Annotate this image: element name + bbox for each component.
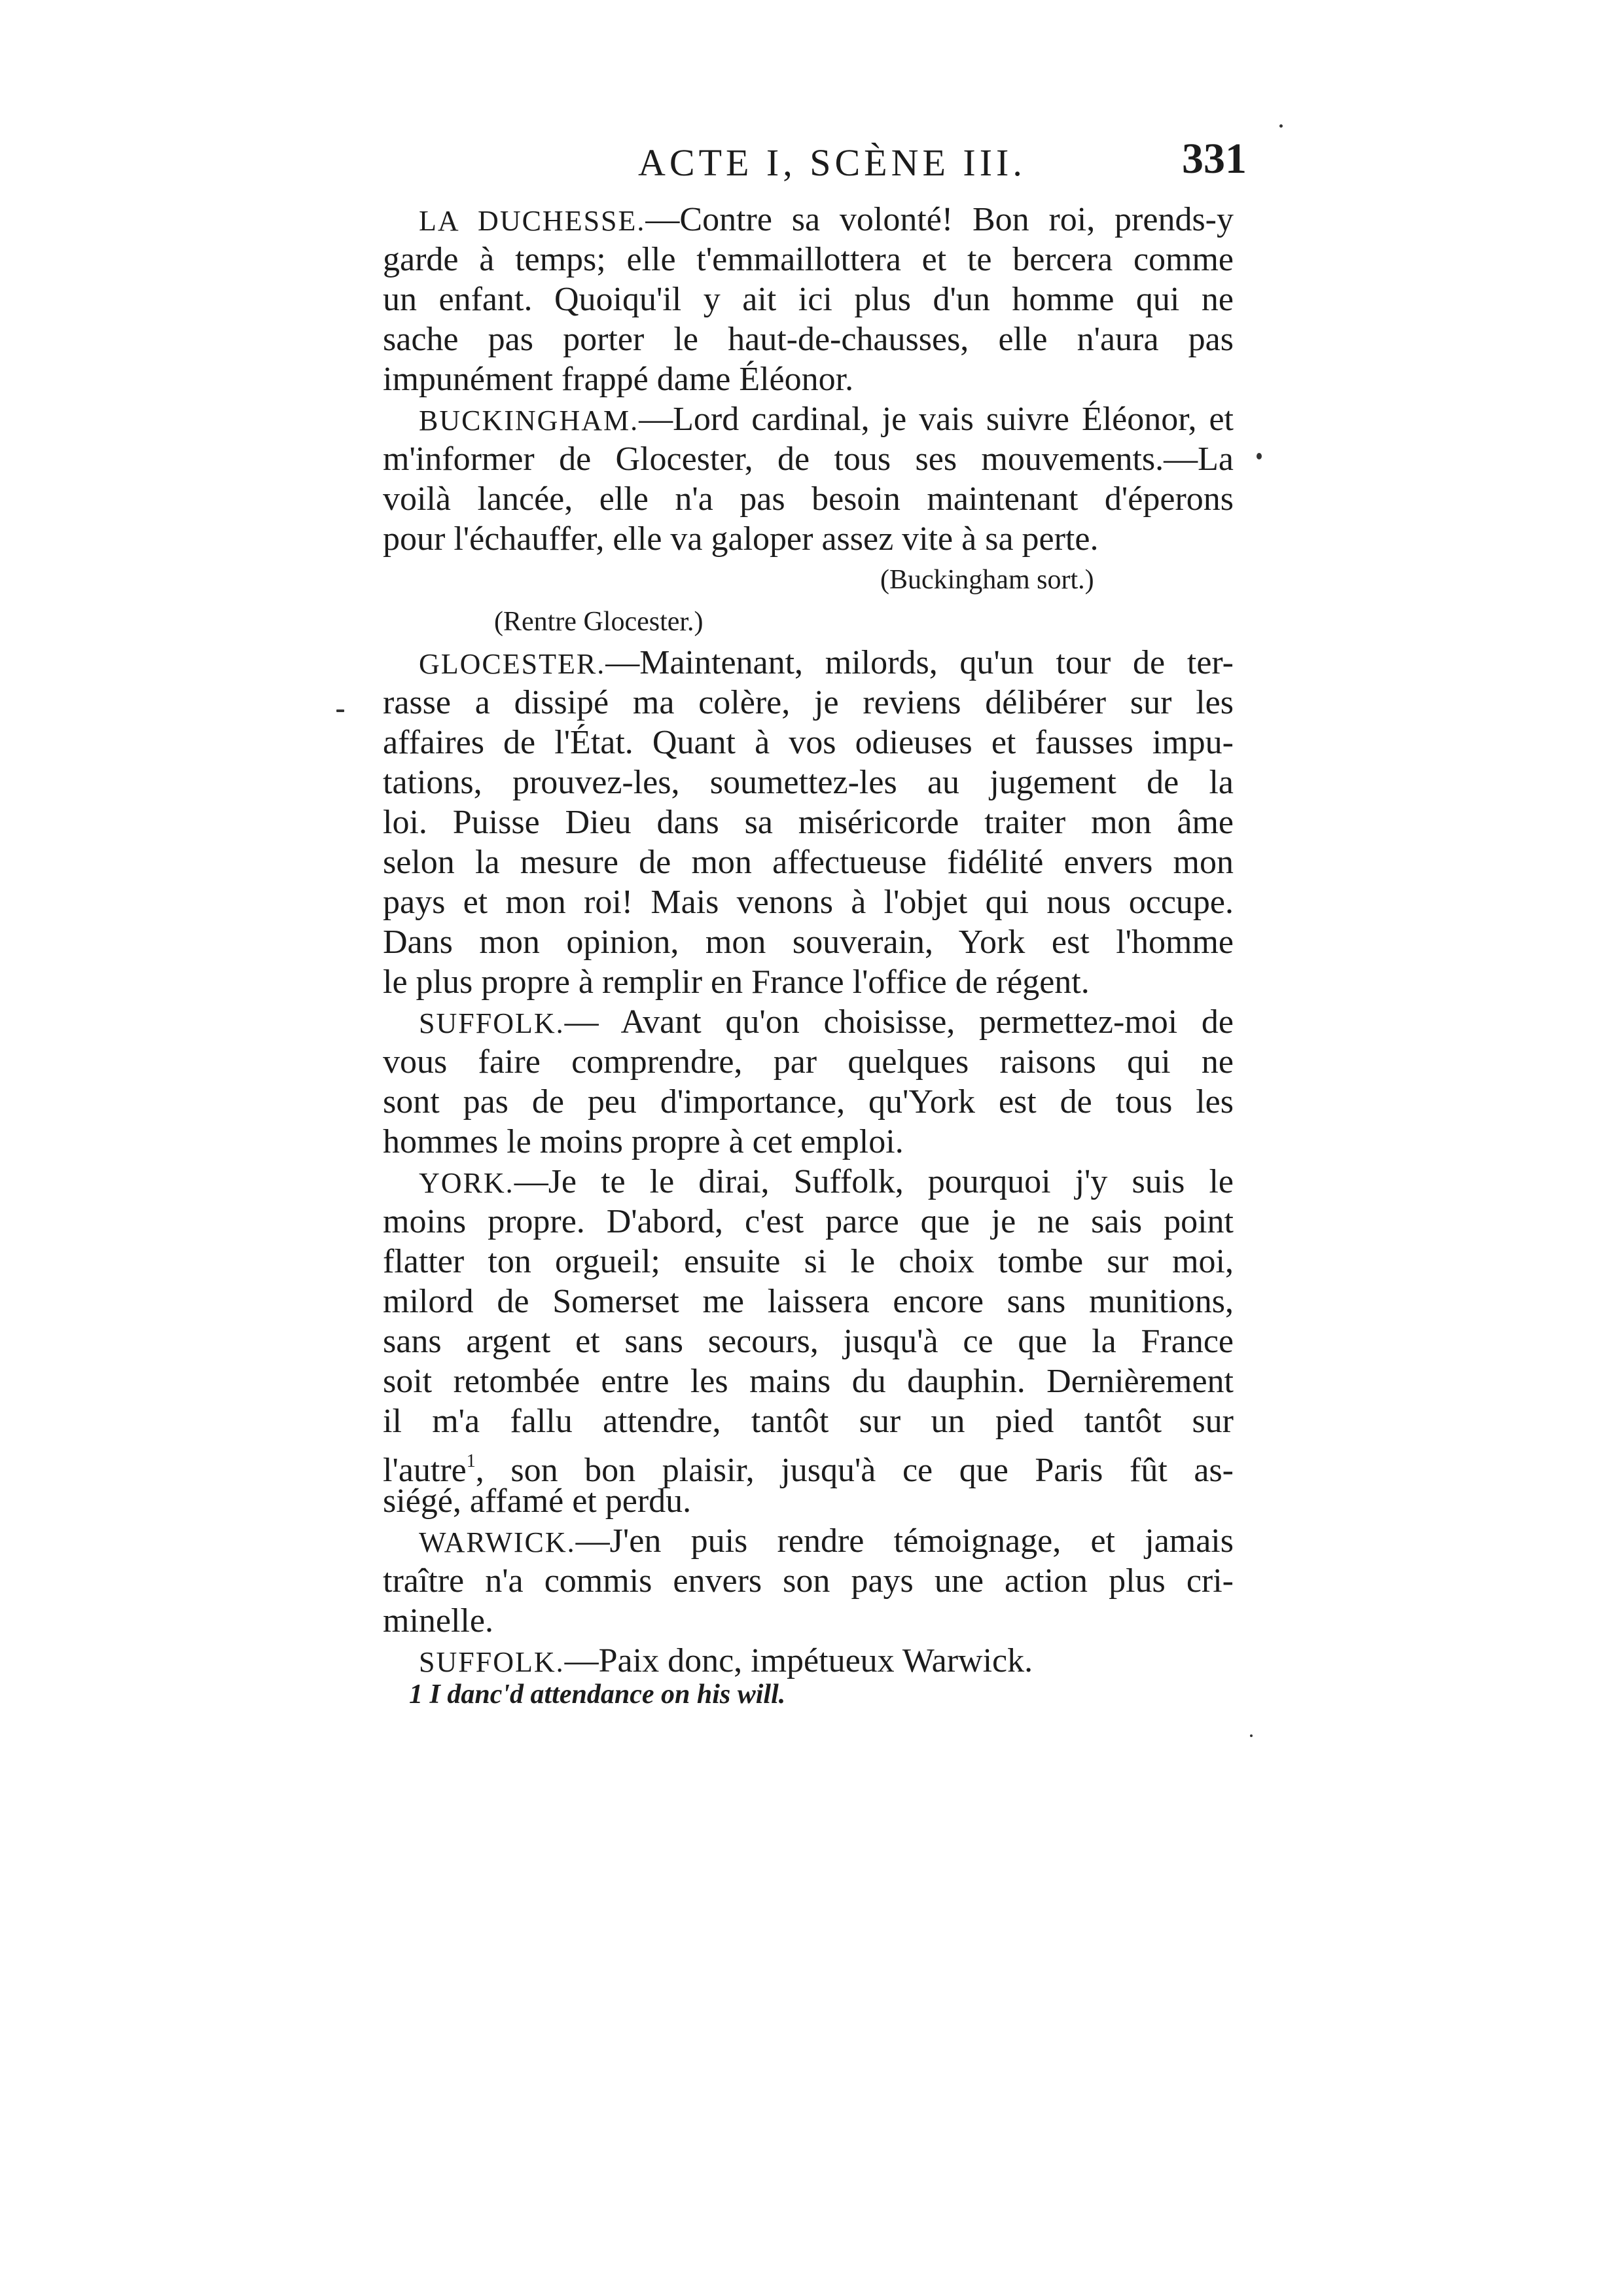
text-line: il m'a fallu attendre, tantôt sur un pied tantôt sur xyxy=(383,1403,1234,1440)
stage-direction-enter: (Rentre Glocester.) xyxy=(494,607,704,637)
text-line: hommes le moins propre à cet emploi. xyxy=(383,1123,904,1160)
text-line: GLOCESTER.—Maintenant, milords, qu'un tour de ter- xyxy=(419,644,1234,681)
text-line: impunément frappé dame Éléonor. xyxy=(383,361,854,398)
text-line: un enfant. Quoiqu'il y ait ici plus d'un homme qui ne xyxy=(383,281,1234,318)
text-block xyxy=(383,200,1234,1681)
text-line: moins propre. D'abord, c'est parce que je ne sais point xyxy=(383,1203,1234,1240)
running-header xyxy=(383,134,1247,187)
text-line: siégé, affamé et perdu. xyxy=(383,1482,692,1520)
text-line: soit retombée entre les mains du dauphin. Dernièrement xyxy=(383,1363,1234,1400)
speaker-name: LA DUCHESSE. xyxy=(419,205,646,237)
text-line: rasse a dissipé ma colère, je reviens délibérer sur les xyxy=(383,684,1234,721)
scan-speck xyxy=(1257,453,1262,459)
text-line: traître n'a commis envers son pays une action plus cri- xyxy=(383,1562,1234,1600)
text-line: YORK.—Je te le dirai, Suffolk, pourquoi j'y suis le xyxy=(419,1163,1234,1200)
text-line: sont pas de peu d'importance, qu'York est de tous les xyxy=(383,1083,1234,1121)
text-line: BUCKINGHAM.—Lord cardinal, je vais suivre Éléonor, et xyxy=(419,401,1234,438)
page-number: 331 xyxy=(1182,135,1247,183)
scan-speck xyxy=(1279,124,1283,128)
text-line: WARWICK.—J'en puis rendre témoignage, et jamais xyxy=(419,1522,1234,1560)
text-line: le plus propre à remplir en France l'office de régent. xyxy=(383,963,1090,1001)
speaker-name: WARWICK. xyxy=(419,1526,576,1558)
text-line: l'autre$^1$, son bon plaisir, jusqu'à ce que Paris fût as- xyxy=(383,1451,1234,1489)
footnote-reference: 1 xyxy=(466,1451,476,1471)
footnote xyxy=(409,1679,785,1710)
header-title: ACTE I, SCÈNE III. xyxy=(638,141,1026,184)
speaker-name: SUFFOLK. xyxy=(419,1646,565,1678)
scan-speck xyxy=(336,709,344,712)
text-line: garde à temps; elle t'emmaillottera et te bercera comme xyxy=(383,241,1234,278)
text-line: LA DUCHESSE.—Contre sa volonté! Bon roi, prends-y xyxy=(419,201,1234,238)
text-line: sans argent et sans secours, jusqu'à ce que la France xyxy=(383,1323,1234,1360)
text-line: Dans mon opinion, mon souverain, York est l'homme xyxy=(383,924,1234,961)
speaker-name: GLOCESTER. xyxy=(419,648,606,680)
text-line: voilà lancée, elle n'a pas besoin maintenant d'éperons xyxy=(383,480,1234,518)
text-line: tations, prouvez-les, soumettez-les au jugement de la xyxy=(383,764,1234,801)
text-line: SUFFOLK.—Paix donc, impétueux Warwick. xyxy=(419,1642,1033,1679)
scan-speck xyxy=(1250,1734,1253,1737)
text-line: selon la mesure de mon affectueuse fidélité envers mon xyxy=(383,844,1234,881)
footnote-text: I danc'd attendance on his will. xyxy=(429,1679,786,1710)
speaker-name: YORK. xyxy=(419,1167,514,1199)
text-line: milord de Somerset me laissera encore sans munitions, xyxy=(383,1283,1234,1320)
text-line: minelle. xyxy=(383,1602,493,1640)
text-line: vous faire comprendre, par quelques raisons qui ne xyxy=(383,1043,1234,1081)
text-line: sache pas porter le haut-de-chausses, elle n'aura pas xyxy=(383,321,1234,358)
text-line: pour l'échauffer, elle va galoper assez vite à sa perte. xyxy=(383,520,1099,558)
text-line: pays et mon roi! Mais venons à l'objet qui nous occupe. xyxy=(383,884,1234,921)
stage-direction-exit: (Buckingham sort.) xyxy=(880,565,1094,595)
text-line: affaires de l'État. Quant à vos odieuses et fausses impu- xyxy=(383,724,1234,761)
speaker-name: BUCKINGHAM. xyxy=(419,404,639,437)
text-line: flatter ton orgueil; ensuite si le choix tombe sur moi, xyxy=(383,1243,1234,1280)
text-line: SUFFOLK.— Avant qu'on choisisse, permettez-moi de xyxy=(419,1003,1234,1041)
speaker-name: SUFFOLK. xyxy=(419,1007,565,1039)
text-line: loi. Puisse Dieu dans sa miséricorde traiter mon âme xyxy=(383,804,1234,841)
text-line: m'informer de Glocester, de tous ses mouvements.—La xyxy=(383,440,1234,478)
footnote-mark: 1 xyxy=(409,1679,423,1710)
